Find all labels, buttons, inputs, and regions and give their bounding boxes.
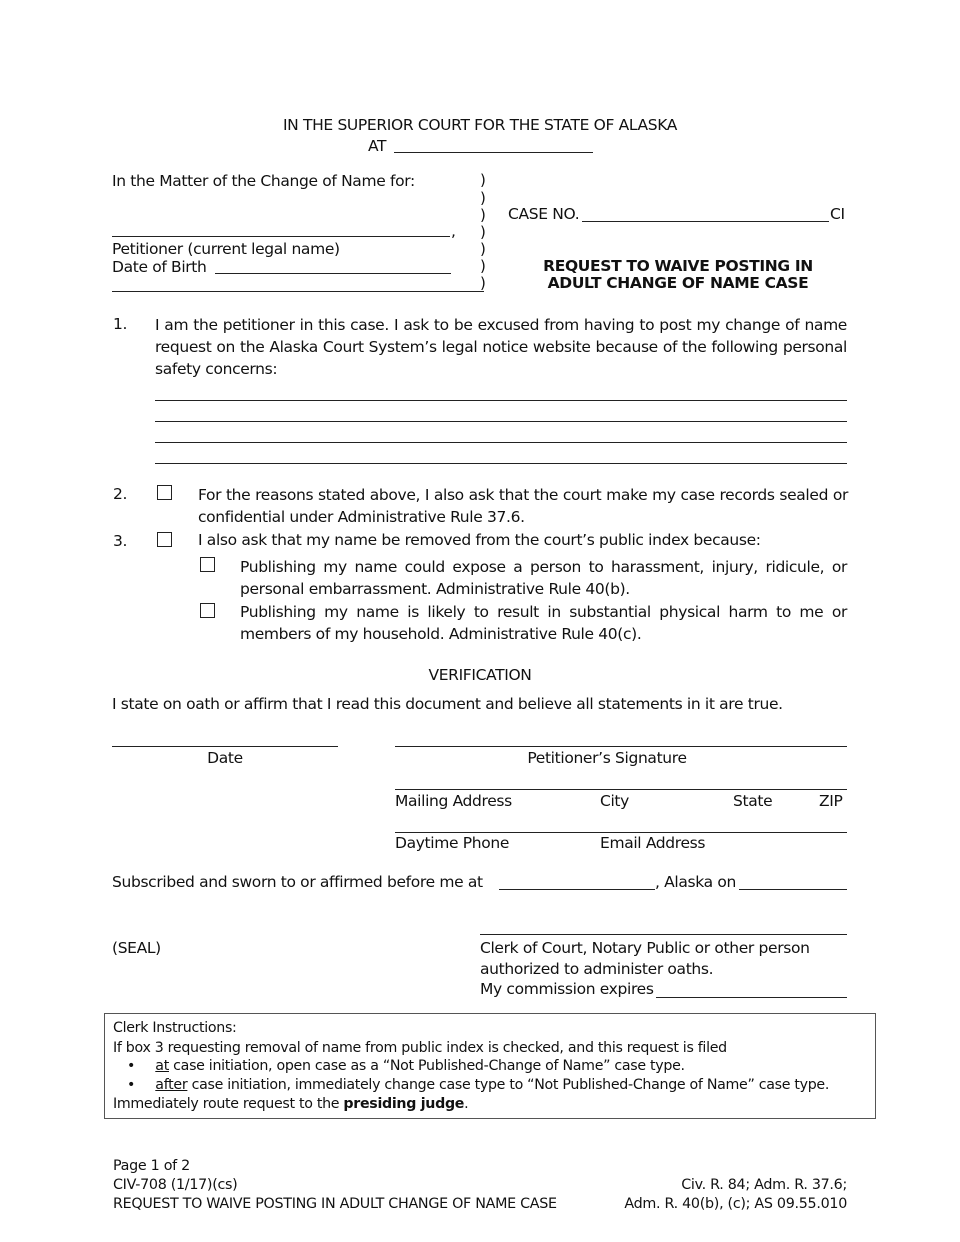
caption-paren: ) (480, 223, 486, 241)
caption-paren: ) (480, 240, 486, 258)
mailing-address-label: Mailing Address (395, 792, 512, 810)
item2-number: 2. (113, 485, 128, 503)
caption-paren: ) (480, 206, 486, 224)
court-title: IN THE SUPERIOR COURT FOR THE STATE OF ALASKA (282, 116, 678, 134)
caption-paren: ) (480, 274, 486, 292)
case-no-field[interactable] (582, 221, 829, 222)
item1-text: I am the petitioner in this case. I ask to be excused from having to post my change of name request on the Alaska Court System’s legal notice website because of the following personal safety concerns: (155, 316, 847, 378)
bullet-icon: • (127, 1058, 136, 1074)
route-prefix: Immediately route request to the (113, 1096, 344, 1112)
concern-line-3[interactable] (155, 442, 847, 443)
form-title-line2: ADULT CHANGE OF NAME CASE (547, 274, 809, 292)
case-no-label: CASE NO. (508, 205, 580, 223)
harassment-option-text: Publishing my name could expose a person to harassment, injury, ridicule, or personal embarrassment. Administrative Rule 40(b). (240, 558, 847, 598)
sworn-middle: , Alaska on (655, 873, 736, 891)
form-title-line1: REQUEST TO WAIVE POSTING IN (543, 257, 813, 275)
case-no-suffix: CI (830, 205, 845, 223)
petitioner-label: Petitioner (current legal name) (112, 240, 340, 258)
officer-signature-field[interactable] (480, 934, 847, 935)
signature-label: Petitioner’s Signature (527, 749, 687, 767)
city-label: City (600, 792, 629, 810)
bullet-icon: • (127, 1077, 136, 1093)
footer-form-code: CIV-708 (1/17)(cs) (113, 1177, 238, 1193)
phone-email-field[interactable] (395, 832, 847, 833)
concern-line-2[interactable] (155, 421, 847, 422)
state-label: State (733, 792, 773, 810)
harassment-option-checkbox[interactable] (200, 557, 215, 572)
item3-number: 3. (113, 532, 128, 550)
officer-line2: authorized to administer oaths. (480, 960, 714, 978)
clerk-instructions-box (104, 1013, 876, 1119)
clerk-bullet-1 (127, 1058, 685, 1074)
footer-rules-line1: Civ. R. 84; Adm. R. 37.6; (681, 1177, 847, 1193)
signature-field[interactable] (395, 746, 847, 747)
physical-harm-option-checkbox[interactable] (200, 603, 215, 618)
caption-paren: ) (480, 189, 486, 207)
clerk-instructions-title: Clerk Instructions: (113, 1020, 237, 1036)
at-label: AT (368, 137, 387, 155)
item3-checkbox[interactable] (157, 532, 172, 547)
commission-label: My commission expires (480, 980, 654, 998)
concern-line-1[interactable] (155, 400, 847, 401)
bullet-1-underlined: at (155, 1058, 169, 1074)
footer-page: Page 1 of 2 (113, 1158, 190, 1174)
concern-line-4[interactable] (155, 463, 847, 464)
item3-text: I also ask that my name be removed from the court’s public index because: (198, 531, 761, 549)
sworn-location-field[interactable] (499, 889, 655, 890)
matter-label: In the Matter of the Change of Name for: (112, 172, 415, 190)
petitioner-comma: , (451, 222, 456, 240)
sworn-date-field[interactable] (739, 889, 847, 890)
physical-harm-option-text: Publishing my name is likely to result in substantial physical harm to me or members of my household. Administrative Rule 40(c). (240, 603, 847, 643)
bullet-2-text: case initiation, immediately change case type to “Not Published-Change of Name” case type. (187, 1077, 830, 1093)
footer-rules-line2: Adm. R. 40(b), (c); AS 09.55.010 (624, 1196, 847, 1212)
verification-statement: I state on oath or affirm that I read this document and believe all statements in it are true. (112, 695, 783, 713)
sworn-prefix: Subscribed and sworn to or affirmed before me at (112, 873, 483, 891)
caption-paren: ) (480, 171, 486, 189)
seal-label: (SEAL) (112, 939, 161, 957)
petitioner-name-field[interactable] (112, 236, 450, 237)
daytime-phone-label: Daytime Phone (395, 834, 510, 852)
dob-field[interactable] (215, 273, 451, 274)
route-bold: presiding judge (343, 1096, 465, 1112)
bullet-2-underlined: after (155, 1077, 188, 1093)
commission-expires-field[interactable] (656, 997, 847, 998)
mailing-address-field[interactable] (395, 789, 847, 790)
clerk-bullet-2 (127, 1077, 829, 1093)
bullet-1-text: case initiation, open case as a “Not Published-Change of Name” case type. (168, 1058, 685, 1074)
dob-label: Date of Birth (112, 258, 207, 276)
email-label: Email Address (600, 834, 706, 852)
caption-paren: ) (480, 257, 486, 275)
extra-caption-line[interactable] (112, 291, 484, 292)
item2-checkbox[interactable] (157, 485, 172, 500)
date-field[interactable] (112, 746, 338, 747)
footer-form-title: REQUEST TO WAIVE POSTING IN ADULT CHANGE OF NAME CASE (113, 1196, 557, 1212)
court-location-field[interactable] (394, 152, 593, 153)
item1-number: 1. (113, 315, 128, 333)
officer-line1: Clerk of Court, Notary Public or other person (480, 939, 810, 957)
clerk-route-instruction (113, 1096, 468, 1112)
clerk-instructions-intro: If box 3 requesting removal of name from public index is checked, and this request is filed (113, 1040, 727, 1056)
date-label: Date (207, 749, 243, 767)
route-suffix: . (464, 1096, 469, 1112)
item2-text: For the reasons stated above, I also ask that the court make my case records sealed or confidential under Administrative Rule 37.6. (198, 486, 848, 526)
zip-label: ZIP (819, 792, 843, 810)
verification-heading: VERIFICATION (428, 666, 532, 684)
